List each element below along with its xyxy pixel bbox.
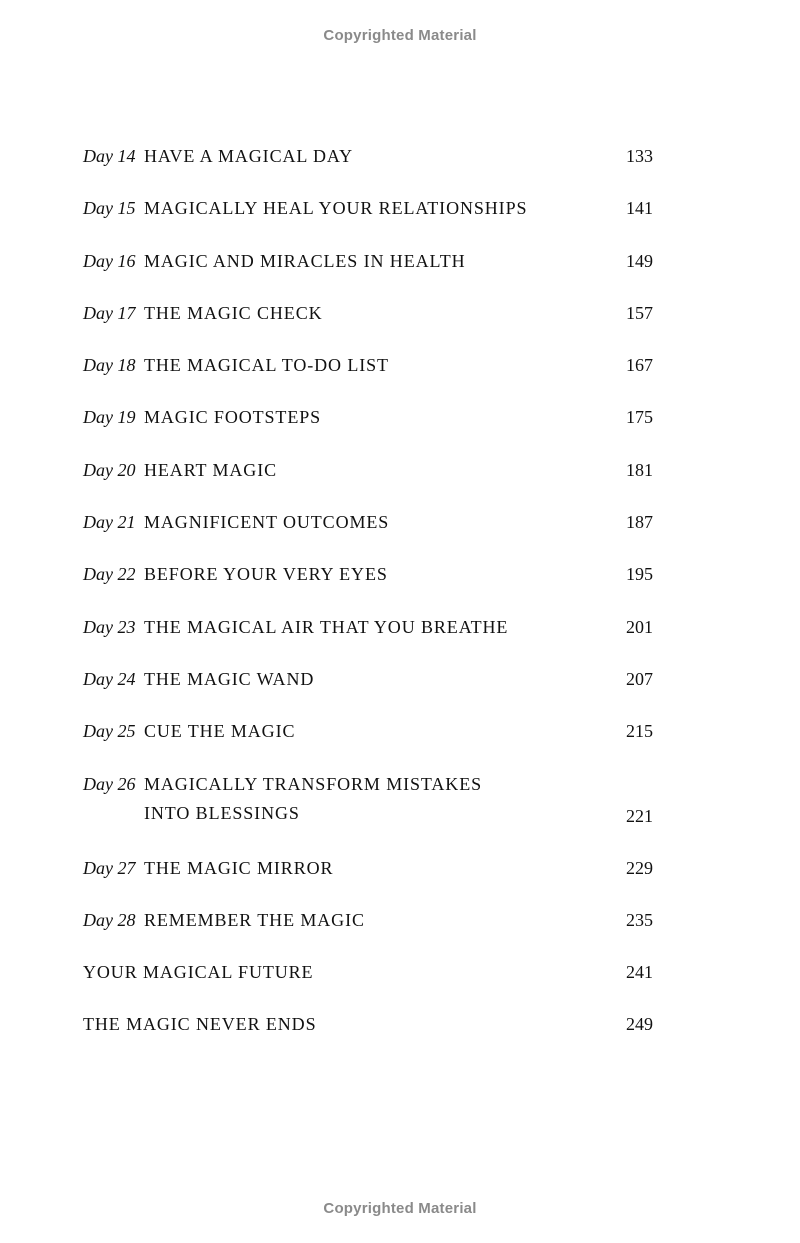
toc-entry-day-17[interactable] (83, 300, 653, 352)
toc-day-label: Day 22 (83, 564, 136, 585)
toc-chapter-title: HEART MAGIC (144, 459, 277, 480)
toc-page-number: 175 (626, 407, 653, 428)
toc-page-number: 149 (626, 250, 653, 271)
toc-page-number: 181 (626, 459, 653, 480)
toc-page-number: 195 (626, 564, 653, 585)
toc-chapter-title: THE MAGIC NEVER ENDS (83, 1014, 317, 1035)
toc-entry-day-18[interactable] (83, 352, 653, 404)
toc-chapter-title: MAGIC AND MIRACLES IN HEALTH (144, 250, 466, 271)
toc-entry-the-magic-never-ends[interactable] (83, 1011, 653, 1063)
toc-entry-day-24[interactable] (83, 666, 653, 718)
toc-chapter-title: REMEMBER THE MAGIC (144, 909, 365, 930)
toc-page-number: 141 (626, 198, 653, 219)
toc-chapter-title: MAGIC FOOTSTEPS (144, 407, 322, 428)
toc-day-label: Day 15 (83, 198, 136, 219)
toc-chapter-title: MAGNIFICENT OUTCOMES (144, 512, 390, 533)
toc-chapter-title: BEFORE YOUR VERY EYES (144, 564, 388, 585)
toc-chapter-title: THE MAGIC MIRROR (144, 857, 334, 878)
toc-page-number: 157 (626, 302, 653, 323)
toc-entry-day-27[interactable] (83, 855, 653, 907)
toc-day-label: Day 27 (83, 857, 136, 878)
toc-chapter-title: THE MAGIC CHECK (144, 302, 323, 323)
toc-day-label: Day 16 (83, 250, 136, 271)
toc-chapter-title: HAVE A MAGICAL DAY (144, 146, 354, 166)
toc-day-label: Day 14 (83, 146, 136, 166)
toc-day-label: Day 28 (83, 909, 136, 930)
toc-entry-day-20[interactable] (83, 457, 653, 509)
toc-entry-day-15[interactable] (83, 195, 653, 247)
toc-entry-day-22[interactable] (83, 561, 653, 613)
table-of-contents (83, 143, 653, 1064)
toc-page-number: 201 (626, 616, 653, 637)
toc-entry-day-19[interactable] (83, 404, 653, 456)
toc-chapter-title: THE MAGICAL AIR THAT YOU BREATHE (144, 616, 509, 637)
toc-page-number: 241 (626, 962, 653, 983)
toc-entry-day-26[interactable] (83, 771, 653, 855)
toc-page-number: 187 (626, 512, 653, 533)
toc-entry-day-23[interactable] (83, 614, 653, 666)
toc-entry-day-16[interactable] (83, 248, 653, 300)
copyright-watermark-top: Copyrighted Material (323, 27, 477, 44)
toc-entry-day-14[interactable] (83, 143, 653, 195)
toc-page-number: 229 (626, 857, 653, 878)
toc-chapter-title (144, 774, 482, 824)
toc-chapter-title-line-1: MAGICALLY TRANSFORM MISTAKES (144, 773, 482, 794)
toc-page-number: 133 (626, 146, 653, 166)
toc-day-label: Day 24 (83, 668, 136, 689)
toc-day-label: Day 17 (83, 302, 136, 323)
toc-day-label: Day 26 (83, 773, 136, 794)
toc-page-number: 215 (626, 721, 653, 742)
toc-day-label: Day 21 (83, 512, 136, 533)
toc-page-number: 207 (626, 668, 653, 689)
toc-entry-your-magical-future[interactable] (83, 959, 653, 1011)
toc-page-number: 167 (626, 355, 653, 376)
toc-chapter-title: YOUR MAGICAL FUTURE (83, 962, 314, 983)
toc-chapter-title-line-2: INTO BLESSINGS (144, 802, 300, 823)
toc-day-label: Day 18 (83, 355, 136, 376)
toc-page-number: 221 (626, 805, 653, 826)
toc-day-label: Day 19 (83, 407, 136, 428)
toc-day-label: Day 23 (83, 616, 136, 637)
toc-page-number: 249 (626, 1014, 653, 1035)
toc-chapter-title: CUE THE MAGIC (144, 721, 296, 742)
toc-entry-day-21[interactable] (83, 509, 653, 561)
toc-entry-day-25[interactable] (83, 718, 653, 770)
toc-chapter-title: THE MAGICAL TO-DO LIST (144, 355, 389, 376)
toc-chapter-title: THE MAGIC WAND (144, 668, 315, 689)
toc-chapter-title: MAGICALLY HEAL YOUR RELATIONSHIPS (144, 198, 528, 219)
toc-page-number: 235 (626, 909, 653, 930)
toc-day-label: Day 20 (83, 459, 136, 480)
toc-entry-day-28[interactable] (83, 907, 653, 959)
copyright-watermark-bottom: Copyrighted Material (323, 1200, 477, 1217)
toc-day-label: Day 25 (83, 721, 136, 742)
